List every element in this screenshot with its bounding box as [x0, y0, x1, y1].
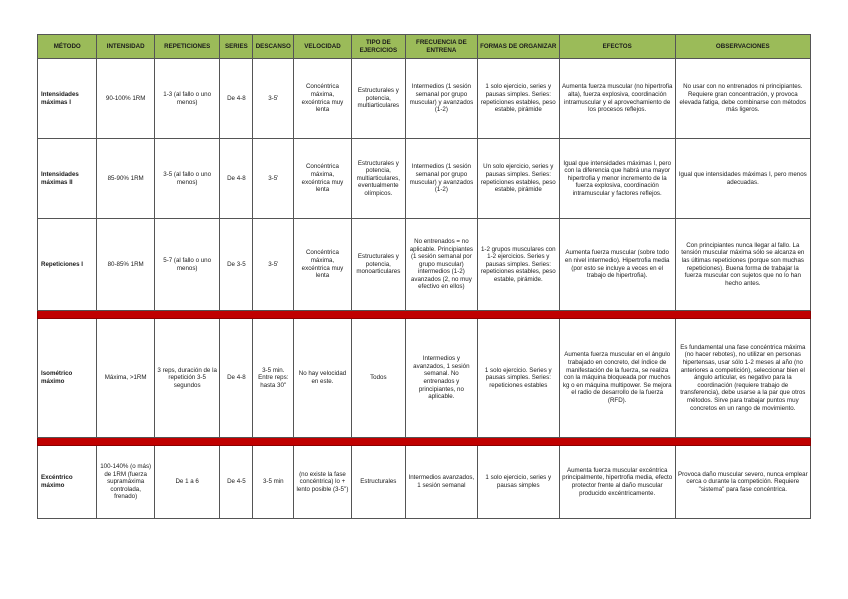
cell-metodo: Intensidades máximas II: [38, 139, 97, 219]
cell-frecuencia: Intermedios (1 sesión semanal por grupo muscular) y avanzados (1-2): [406, 139, 478, 219]
header-repeticiones: REPETICIONES: [154, 35, 220, 59]
cell-repeticiones: De 1 a 6: [154, 446, 220, 519]
cell-velocidad: Concéntrica máxima, excéntrica muy lenta: [294, 219, 351, 311]
cell-descanso: 3-5': [253, 139, 294, 219]
cell-velocidad: Concéntrica máxima, excéntrica muy lenta: [294, 59, 351, 139]
header-series: SERIES: [220, 35, 253, 59]
cell-efectos: Igual que intensidades máximas I, pero con la diferencia que habrá una mayor hipertrofia y menor incremento de la fuerza explosiva, coordinación intramuscular y factores reflejos.: [559, 139, 675, 219]
cell-observaciones: Igual que intensidades máximas I, pero menos adecuadas.: [675, 139, 810, 219]
table-row: [38, 446, 811, 519]
header-efectos: EFECTOS: [559, 35, 675, 59]
cell-descanso: 3-5': [253, 59, 294, 139]
cell-repeticiones: 3 reps, duración de la repetición 3-5 segundos: [154, 319, 220, 438]
cell-descanso: 3-5 min. Entre reps: hasta 30'': [253, 319, 294, 438]
cell-formas-organizar: Un solo ejercicio, series y pausas simples. Series: repeticiones estables, peso estable, pirámide: [477, 139, 559, 219]
header-metodo: MÉTODO: [38, 35, 97, 59]
cell-observaciones: No usar con no entrenados ni principiantes. Requiere gran concentración, y provoca elevada fatiga, debe combinarse con métodos más ligeros.: [675, 59, 810, 139]
cell-tipo-ejercicios: Estructurales y potencia, multiarticulares, eventualmente olímpicos.: [351, 139, 405, 219]
header-descanso: DESCANSO: [253, 35, 294, 59]
cell-velocidad: Concéntrica máxima, excéntrica muy lenta: [294, 139, 351, 219]
cell-intensidad: 90-100% 1RM: [97, 59, 154, 139]
cell-observaciones: Con principiantes nunca llegar al fallo. La tensión muscular máxima sólo se alcanza en las últimas repeticiones (porque son muchas repeticiones). Buena forma de trabajar la fuerza muscular con sujetos que no lo han hecho antes.: [675, 219, 810, 311]
cell-tipo-ejercicios: Estructurales: [351, 446, 405, 519]
header-velocidad: VELOCIDAD: [294, 35, 351, 59]
cell-formas-organizar: 1 solo ejercicio, series y pausas simples. Series: repeticiones estables, peso estable, pirámide: [477, 59, 559, 139]
cell-series: De 4-8: [220, 139, 253, 219]
cell-velocidad: No hay velocidad en este.: [294, 319, 351, 438]
section-divider: [38, 311, 811, 319]
cell-metodo: Isométrico máximo: [38, 319, 97, 438]
cell-frecuencia: Intermedios avanzados, 1 sesión semanal: [406, 446, 478, 519]
header-row: [38, 35, 811, 59]
cell-intensidad: 85-90% 1RM: [97, 139, 154, 219]
cell-metodo: Excéntrico máximo: [38, 446, 97, 519]
header-tipo-ejercicios: TIPO DE EJERCICIOS: [351, 35, 405, 59]
cell-efectos: Aumenta fuerza muscular (sobre todo en nivel intermedio). Hipertrofia media (por esto se incluye a veces en el trabajo de hipertrofia).: [559, 219, 675, 311]
header-formas-organizar: FORMAS DE ORGANIZAR: [477, 35, 559, 59]
cell-metodo: Intensidades máximas I: [38, 59, 97, 139]
cell-frecuencia: Intermedios y avanzados, 1 sesión semanal. No entrenados y principiantes, no aplicable.: [406, 319, 478, 438]
section-divider: [38, 438, 811, 446]
cell-intensidad: 80-85% 1RM: [97, 219, 154, 311]
cell-observaciones: Provoca daño muscular severo, nunca emplear cerca o durante la competición. Requiere "sistema" para fase concéntrica.: [675, 446, 810, 519]
table-row: [38, 139, 811, 219]
cell-repeticiones: 1-3 (al fallo o uno menos): [154, 59, 220, 139]
cell-tipo-ejercicios: Estructurales y potencia, monoarticulares: [351, 219, 405, 311]
cell-repeticiones: 5-7 (al fallo o uno menos): [154, 219, 220, 311]
cell-tipo-ejercicios: Estructurales y potencia, multiarticulares: [351, 59, 405, 139]
cell-metodo: Repeticiones I: [38, 219, 97, 311]
cell-frecuencia: No entrenados = no aplicable. Principiantes (1 sesión semanal por grupo muscular) intermedios (1-2) avanzados (2, no muy efectivo en ellos): [406, 219, 478, 311]
cell-formas-organizar: 1 solo ejercicio, series y pausas simples: [477, 446, 559, 519]
cell-series: De 4-5: [220, 446, 253, 519]
table-row: [38, 319, 811, 438]
cell-descanso: 3-5 min: [253, 446, 294, 519]
cell-repeticiones: 3-5 (al fallo o uno menos): [154, 139, 220, 219]
cell-formas-organizar: 1-2 grupos musculares con 1-2 ejercicios. Series y pausas simples. Series: repeticiones estables, peso estable, pirámide.: [477, 219, 559, 311]
table-row: [38, 219, 811, 311]
cell-series: De 4-8: [220, 319, 253, 438]
cell-efectos: Aumenta fuerza muscular (no hipertrofia alta), fuerza explosiva, coordinación intramuscular y el aprovechamiento de los procesos reflejos.: [559, 59, 675, 139]
cell-series: De 3-5: [220, 219, 253, 311]
cell-tipo-ejercicios: Todos: [351, 319, 405, 438]
cell-efectos: Aumenta fuerza muscular en el ángulo trabajado en concreto, del índice de manifestación de la fuerza, se realiza con la máquina bloqueada por muchos kg o en máquina multipower. Se mejora el radio de desarrollo de la fuerza (RFD).: [559, 319, 675, 438]
cell-intensidad: Máxima, >1RM: [97, 319, 154, 438]
cell-series: De 4-8: [220, 59, 253, 139]
header-intensidad: INTENSIDAD: [97, 35, 154, 59]
cell-efectos: Aumenta fuerza muscular excéntrica principalmente, hipertrofia media, efecto protector frente al daño muscular producido excéntricamente.: [559, 446, 675, 519]
header-frecuencia: FRECUENCIA DE ENTRENA: [406, 35, 478, 59]
cell-observaciones: Es fundamental una fase concéntrica máxima (no hacer rebotes), no utilizar en personas hipertensas, usar sólo 1-2 meses al año (no anteriores a competición), seleccionar bien el ángulo articular, es negativo para la coordinación (requiere trabajo de transferencia), debe usarse a la par que otros métodos. Sirve para trabajar puntos muy concretos en un rango de movimiento.: [675, 319, 810, 438]
table-row: [38, 59, 811, 139]
cell-descanso: 3-5': [253, 219, 294, 311]
training-methods-table: [37, 34, 811, 519]
cell-velocidad: (no existe la fase concéntrica) lo + lento posible (3-5''): [294, 446, 351, 519]
cell-intensidad: 100-140% (o más) de 1RM (fuerza supramáxima controlada, frenado): [97, 446, 154, 519]
cell-formas-organizar: 1 solo ejercicio. Series y pausas simples. Series: repeticiones estables: [477, 319, 559, 438]
cell-frecuencia: Intermedios (1 sesión semanal por grupo muscular) y avanzados (1-2): [406, 59, 478, 139]
header-observaciones: OBSERVACIONES: [675, 35, 810, 59]
